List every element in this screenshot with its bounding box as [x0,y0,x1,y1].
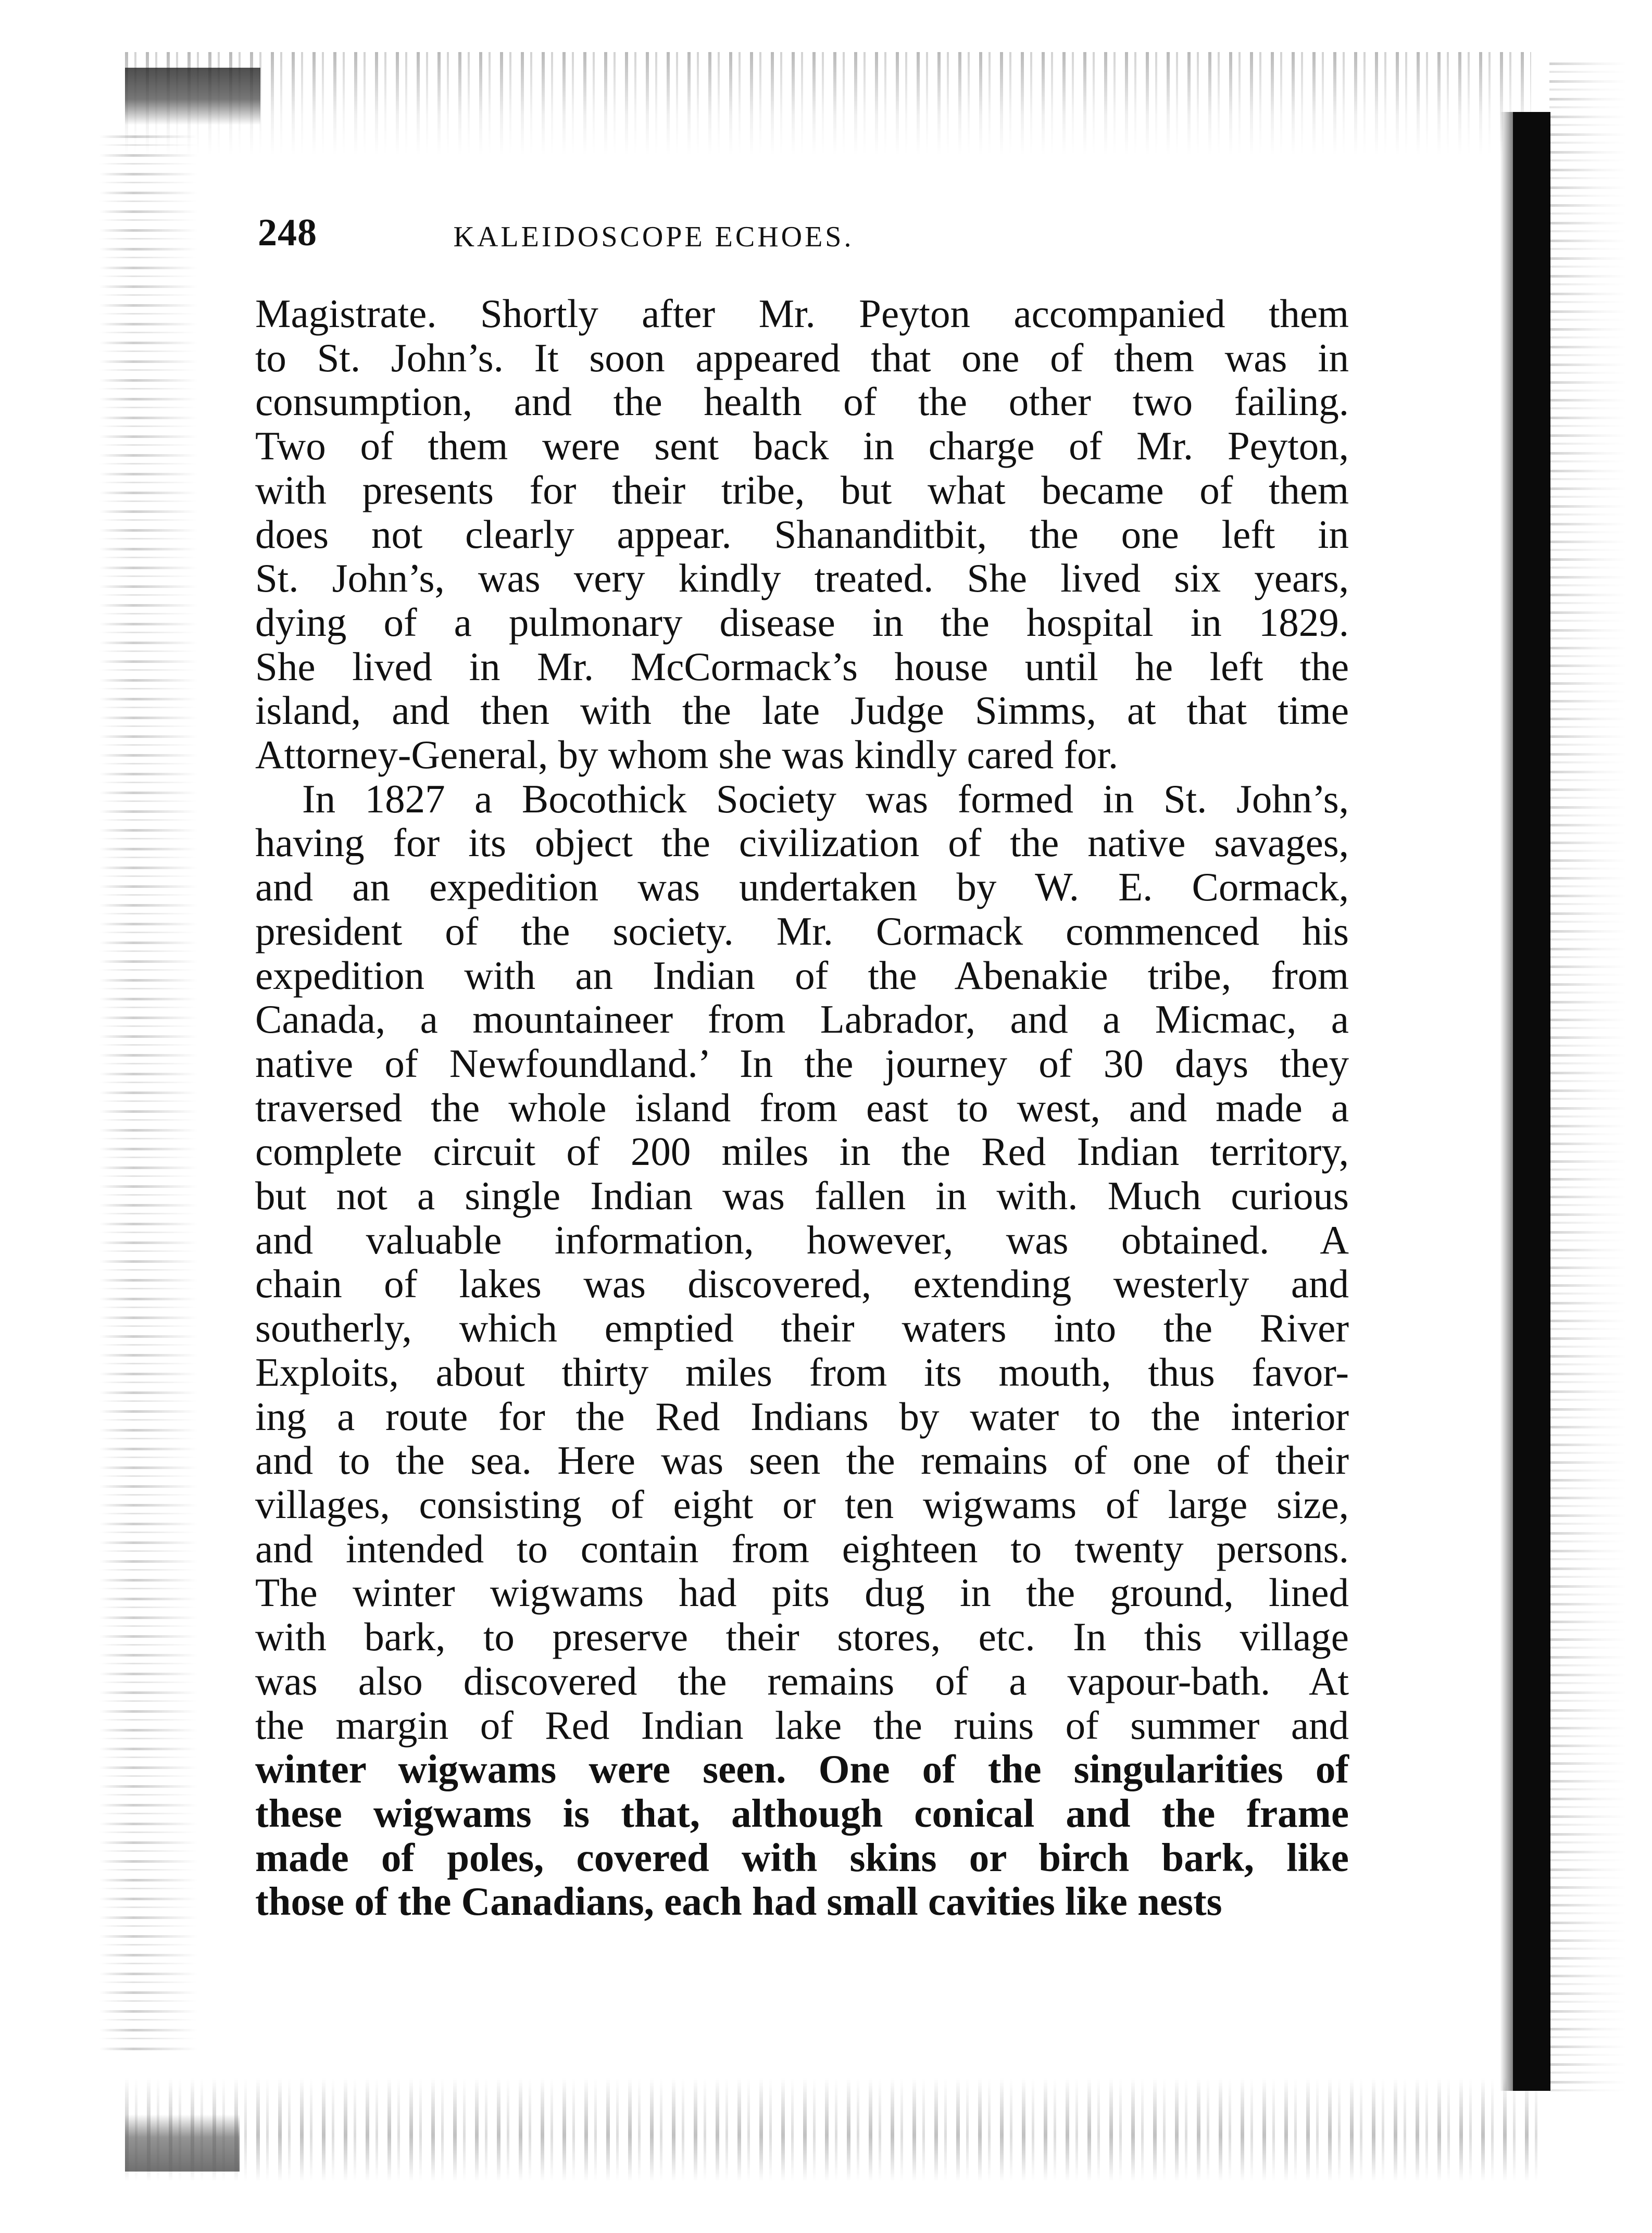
text-line: winter wigwams were seen. One of the singularities of [255,1747,1349,1792]
text-line: and intended to contain from eighteen to twenty persons. [255,1526,1349,1571]
scan-edge-left [99,135,198,2052]
text-line: but not a single Indian was fallen in with. Much curious [255,1173,1349,1219]
text-line: consumption, and the health of the other two failing. [255,379,1349,424]
text-line: In 1827 a Bocothick Society was formed in St. John’s, [302,776,1349,821]
text-line: Exploits, about thirty miles from its mouth, thus favor- [255,1349,1349,1395]
text-line: with bark, to preserve their stores, etc. In this village [255,1614,1349,1660]
text-line: having for its object the civilization of the native savages, [255,820,1349,865]
text-line: chain of lakes was discovered, extending westerly and [255,1261,1349,1307]
text-line: complete circuit of 200 miles in the Red Indian territory, [255,1129,1349,1174]
text-line: expedition with an Indian of the Abenakie tribe, from [255,952,1349,998]
text-line: dying of a pulmonary disease in the hospital in 1829. [255,599,1349,645]
text-line: southerly, which emptied their waters into the River [255,1306,1349,1351]
page-header [258,211,1351,273]
text-line: traversed the whole island from east to west, and made a [255,1085,1349,1130]
scan-edge-top [125,52,1531,156]
text-line: The winter wigwams had pits dug in the ground, lined [255,1570,1349,1615]
paragraph [255,777,1349,1924]
text-line: was also discovered the remains of a vapour-bath. At [255,1658,1349,1703]
scan-corner-top-left [125,68,260,125]
spine-shadow [1500,112,1516,2091]
running-head: KALEIDOSCOPE ECHOES. [453,221,854,253]
text-line: does not clearly appear. Shananditbit, the one left in [255,511,1349,557]
text-line: and to the sea. Here was seen the remains of one of their [255,1438,1349,1483]
text-line: president of the society. Mr. Cormack commenced his [255,908,1349,954]
text-line: made of poles, covered with skins or birch bark, like [255,1835,1349,1880]
text-line: those of the Canadians, each had small cavities like nests [255,1879,1222,1924]
text-line: Canada, a mountaineer from Labrador, and a Micmac, a [255,997,1349,1042]
scan-corner-bottom-left [125,2114,240,2172]
page-number: 248 [258,211,317,254]
text-line: Magistrate. Shortly after Mr. Peyton accompanied them [255,291,1349,336]
text-line: She lived in Mr. McCormack’s house until he left the [255,644,1349,689]
text-line: ing a route for the Red Indians by water to the interior [255,1394,1349,1439]
body-text [255,292,1349,1924]
text-line: and an expedition was undertaken by W. E. Cormack, [255,864,1349,910]
paragraph [255,292,1349,777]
text-line: Two of them were sent back in charge of Mr. Peyton, [255,423,1349,469]
text-line: native of Newfoundland.’ In the journey of 30 days they [255,1040,1349,1086]
text-line: island, and then with the late Judge Simms, at that time [255,688,1349,733]
scan-edge-bottom [125,2078,1542,2182]
text-line: the margin of Red Indian lake the ruins of summer and [255,1702,1349,1748]
text-line: and valuable information, however, was obtained. A [255,1217,1349,1262]
text-line: with presents for their tribe, but what became of them [255,467,1349,512]
text-line: these wigwams is that, although conical and the frame [255,1790,1349,1836]
text-line: villages, consisting of eight or ten wigwams of large size, [255,1482,1349,1527]
text-line: to St. John’s. It soon appeared that one of them was in [255,335,1349,380]
text-line: Attorney-General, by whom she was kindly cared for. [255,732,1119,777]
scan-edge-right [1549,62,1628,2093]
book-spine [1513,112,1550,2091]
text-line: St. John’s, was very kindly treated. She lived six years, [255,556,1349,601]
